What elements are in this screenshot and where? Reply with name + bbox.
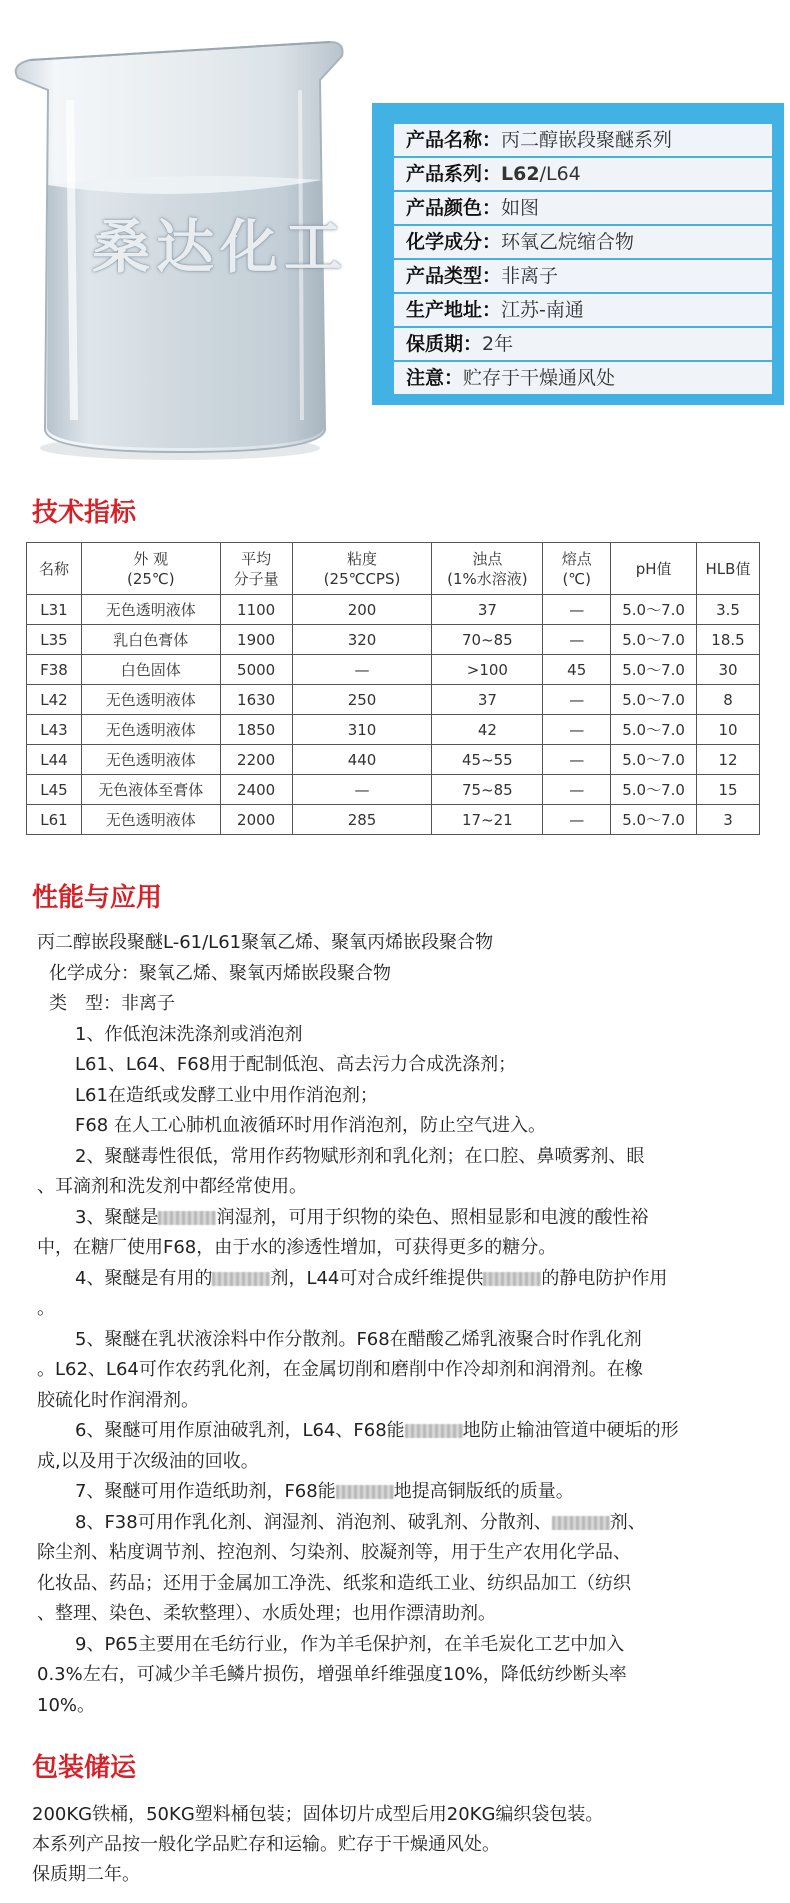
- product-info-panel: [372, 103, 784, 405]
- redacted-text: [336, 1485, 394, 1499]
- table-cell: 5.0～7.0: [611, 715, 697, 745]
- app-text-span: 、耳滴剂和洗发剂中都经常使用。: [37, 1176, 307, 1197]
- redacted-text: [552, 1516, 610, 1530]
- app-text-span: 类 型：非离子: [49, 993, 175, 1014]
- table-cell: 310: [292, 715, 432, 745]
- app-text-span: 5、聚醚在乳状液涂料中作分散剂。F68在醋酸乙烯乳液聚合时作乳化剂: [75, 1328, 642, 1350]
- spec-section-title: 技术指标: [32, 498, 137, 528]
- app-text-line: [37, 1172, 753, 1203]
- table-cell: 无色透明液体: [81, 595, 220, 625]
- table-cell: 37: [432, 595, 543, 625]
- redacted-text: [158, 1211, 216, 1225]
- pack-text-block: [32, 1800, 603, 1890]
- table-cell: L61: [27, 805, 82, 835]
- table-cell: —: [292, 655, 432, 685]
- app-text-line: [37, 1416, 753, 1447]
- table-cell: —: [543, 715, 611, 745]
- table-row: [27, 685, 760, 715]
- table-cell: 5.0～7.0: [611, 805, 697, 835]
- table-cell: —: [292, 775, 432, 805]
- table-cell: —: [543, 775, 611, 805]
- app-text-line: [37, 1264, 753, 1295]
- app-text-span: 润湿剂，可用于织物的染色、照相显影和电渡的酸性裕: [216, 1206, 649, 1228]
- table-row: [27, 745, 760, 775]
- app-text-span: F68 在人工心肺机血液循环时用作消泡剂，防止空气进入。: [75, 1115, 546, 1136]
- table-cell: 无色透明液体: [81, 745, 220, 775]
- app-text-line: [37, 1294, 753, 1325]
- info-row-series: 产品系列：L62/L64: [394, 158, 772, 190]
- table-cell: L45: [27, 775, 82, 805]
- pack-line: 本系列产品按一般化学品贮存和运输。贮存于干燥通风处。: [32, 1834, 500, 1855]
- app-text-line: [37, 1325, 753, 1356]
- table-cell: 5.0～7.0: [611, 595, 697, 625]
- app-text-span: 10%。: [37, 1694, 96, 1716]
- app-text-line: [37, 1142, 753, 1173]
- spec-header-cell: 平均 分子量: [220, 543, 292, 595]
- table-cell: 5000: [220, 655, 292, 685]
- table-row: [27, 625, 760, 655]
- redacted-text: [212, 1272, 270, 1286]
- app-text-span: 6、聚醚可用作原油破乳剂，L64、F68能: [75, 1420, 405, 1441]
- app-text-line: [37, 1050, 753, 1081]
- app-text-span: 3、聚醚是: [75, 1206, 159, 1228]
- table-row: [27, 775, 760, 805]
- table-cell: 1630: [220, 685, 292, 715]
- info-row-color: 产品颜色：如图: [394, 192, 772, 224]
- table-cell: 白色固体: [81, 655, 220, 685]
- redacted-text: [405, 1424, 463, 1438]
- app-text-span: 1、作低泡沫洗涤剂或消泡剂: [75, 1023, 303, 1045]
- app-text-span: 丙二醇嵌段聚醚L-61/L61聚氧乙烯、聚氧丙烯嵌段聚合物: [37, 932, 494, 953]
- app-text-line: [37, 1477, 753, 1508]
- app-text-span: 化妆品、药品；还用于金属加工净洗、纸浆和造纸工业、纺织品加工（纺织: [37, 1572, 631, 1594]
- table-cell: —: [543, 685, 611, 715]
- table-cell: 45~55: [432, 745, 543, 775]
- spec-header-cell: 名称: [27, 543, 82, 595]
- app-text-line: [37, 1355, 753, 1386]
- app-text-span: 9、P65主要用在毛纺行业，作为羊毛保护剂，在羊毛炭化工艺中加入: [75, 1633, 625, 1655]
- table-cell: 5.0～7.0: [611, 745, 697, 775]
- spec-header-cell: 熔点 (℃): [543, 543, 611, 595]
- table-cell: —: [543, 625, 611, 655]
- table-cell: 30: [697, 655, 760, 685]
- table-cell: 285: [292, 805, 432, 835]
- table-row: [27, 805, 760, 835]
- table-cell: L43: [27, 715, 82, 745]
- spec-header-cell: 粘度 (25℃CPS): [292, 543, 432, 595]
- table-cell: 无色透明液体: [81, 715, 220, 745]
- app-text-span: 除尘剂、粘度调节剂、控泡剂、匀染剂、胶凝剂等，用于生产农用化学品、: [37, 1542, 631, 1563]
- app-text-span: 4、聚醚是有用的: [75, 1267, 213, 1289]
- app-text-line: [37, 1569, 753, 1600]
- pack-line: 保质期二年。: [32, 1864, 140, 1885]
- spec-header-cell: 外 观 (25℃): [81, 543, 220, 595]
- table-cell: 45: [543, 655, 611, 685]
- table-cell: 2400: [220, 775, 292, 805]
- table-row: [27, 595, 760, 625]
- table-cell: F38: [27, 655, 82, 685]
- app-text-line: [37, 1020, 753, 1051]
- app-text-line: [37, 1508, 753, 1539]
- table-cell: 无色透明液体: [81, 685, 220, 715]
- table-cell: L44: [27, 745, 82, 775]
- app-text-line: [37, 1447, 753, 1478]
- app-text-span: 的静电防护作用: [541, 1267, 668, 1289]
- table-cell: —: [543, 745, 611, 775]
- table-cell: —: [543, 595, 611, 625]
- table-row: [27, 655, 760, 685]
- app-text-span: 2、聚醚毒性很低，常用作药物赋形剂和乳化剂；在口腔、鼻喷雾剂、眼: [75, 1145, 645, 1167]
- table-cell: L35: [27, 625, 82, 655]
- table-cell: 5.0～7.0: [611, 685, 697, 715]
- app-text-line: [37, 959, 753, 990]
- info-row-type: 产品类型：非离子: [394, 260, 772, 292]
- app-text-line: [37, 1111, 753, 1142]
- app-text-span: 8、F38可用作乳化剂、润湿剂、消泡剂、破乳剂、分散剂、: [75, 1511, 552, 1533]
- app-text-span: 、整理、染色、柔软整理）、水质处理；也用作漂清助剂。: [37, 1603, 496, 1624]
- app-text-line: [37, 1599, 753, 1630]
- table-row: [27, 715, 760, 745]
- spec-header-cell: 浊点 (1%水溶液): [432, 543, 543, 595]
- watermark: 桑达化工: [92, 213, 349, 281]
- app-text-line: [37, 1691, 753, 1722]
- table-cell: 250: [292, 685, 432, 715]
- pack-line: 200KG铁桶，50KG塑料桶包装；固体切片成型后用20KG编织袋包装。: [32, 1804, 604, 1825]
- info-row-origin: 生产地址：江苏-南通: [394, 294, 772, 326]
- app-text-span: 。: [37, 1298, 55, 1319]
- spec-header-cell: HLB值: [697, 543, 760, 595]
- app-text-line: [37, 1660, 753, 1691]
- app-text-line: [37, 1233, 753, 1264]
- table-cell: 3: [697, 805, 760, 835]
- spec-header-cell: pH值: [611, 543, 697, 595]
- app-text-span: 化学成分：聚氧乙烯、聚氧丙烯嵌段聚合物: [49, 962, 391, 984]
- spec-table: [26, 542, 760, 835]
- app-text-span: 地提高铜版纸的质量。: [393, 1481, 574, 1502]
- info-row-shelf-life: 保质期：2年: [394, 328, 772, 360]
- table-cell: 无色透明液体: [81, 805, 220, 835]
- app-text-span: L61、L64、F68用于配制低泡、高去污力合成洗涤剂；: [75, 1054, 517, 1075]
- app-section-title: 性能与应用: [32, 883, 163, 913]
- table-cell: 15: [697, 775, 760, 805]
- table-cell: 2000: [220, 805, 292, 835]
- pack-section-title: 包装储运: [32, 1753, 137, 1783]
- spec-table-header: [27, 543, 760, 595]
- app-text-span: 0.3%左右，可减少羊毛鳞片损伤，增强单纤维强度10%，降低纺纱断头率: [37, 1664, 627, 1685]
- table-cell: 1100: [220, 595, 292, 625]
- table-cell: 8: [697, 685, 760, 715]
- app-text-line: [37, 989, 753, 1020]
- table-cell: 5.0～7.0: [611, 775, 697, 805]
- app-text-span: 剂，L44可对合成纤维提供: [270, 1267, 484, 1289]
- table-cell: 无色液体至膏体: [81, 775, 220, 805]
- table-cell: L31: [27, 595, 82, 625]
- app-text-span: 剂、: [609, 1511, 646, 1533]
- table-cell: 3.5: [697, 595, 760, 625]
- table-cell: 1850: [220, 715, 292, 745]
- app-text-line: [37, 1081, 753, 1112]
- table-cell: —: [543, 805, 611, 835]
- app-text-span: 中，在糖厂使用F68，由于水的渗透性增加，可获得更多的糖分。: [37, 1237, 557, 1258]
- table-cell: 18.5: [697, 625, 760, 655]
- table-cell: 70~85: [432, 625, 543, 655]
- info-row-note: 注意：贮存于干燥通风处: [394, 362, 772, 394]
- app-text-span: 7、聚醚可用作造纸助剂，F68能: [75, 1481, 336, 1502]
- table-cell: L42: [27, 685, 82, 715]
- table-cell: 乳白色膏体: [81, 625, 220, 655]
- table-cell: 1900: [220, 625, 292, 655]
- redacted-text: [483, 1272, 541, 1286]
- table-cell: 42: [432, 715, 543, 745]
- table-cell: 75~85: [432, 775, 543, 805]
- app-text-line: [37, 1630, 753, 1661]
- app-text-span: 地防止输油管道中硬垢的形: [462, 1420, 679, 1441]
- table-cell: 320: [292, 625, 432, 655]
- app-text-span: L61在造纸或发酵工业中用作消泡剂；: [75, 1084, 378, 1106]
- table-cell: 17~21: [432, 805, 543, 835]
- app-text-span: 成,以及用于次级油的回收。: [37, 1450, 259, 1472]
- table-cell: 5.0～7.0: [611, 655, 697, 685]
- app-text-span: 胶硫化时作润滑剂。: [37, 1389, 199, 1411]
- table-cell: >100: [432, 655, 543, 685]
- app-text-line: [37, 928, 753, 959]
- table-cell: 37: [432, 685, 543, 715]
- info-row-name: 产品名称：丙二醇嵌段聚醚系列: [394, 124, 772, 156]
- app-text-block: [37, 928, 753, 1721]
- info-row-composition: 化学成分：环氧乙烷缩合物: [394, 226, 772, 258]
- table-cell: 440: [292, 745, 432, 775]
- app-text-line: [37, 1538, 753, 1569]
- table-cell: 10: [697, 715, 760, 745]
- table-cell: 2200: [220, 745, 292, 775]
- table-cell: 5.0～7.0: [611, 625, 697, 655]
- app-text-span: 。L62、L64可作农药乳化剂，在金属切削和磨削中作冷却剂和润滑剂。在橡: [37, 1359, 643, 1380]
- app-text-line: [37, 1203, 753, 1234]
- table-cell: 200: [292, 595, 432, 625]
- app-text-line: [37, 1386, 753, 1417]
- table-cell: 12: [697, 745, 760, 775]
